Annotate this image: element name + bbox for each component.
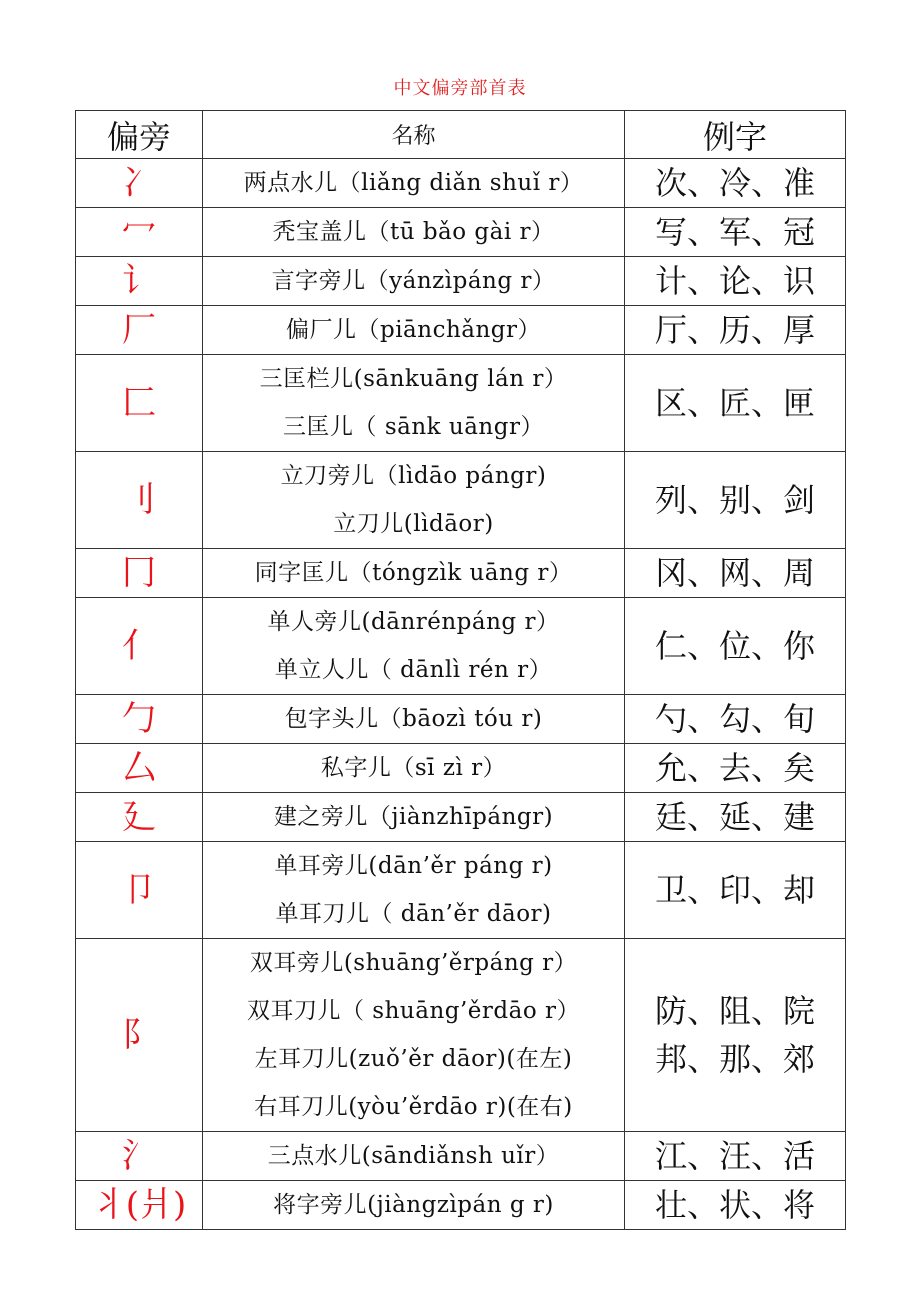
name-cell [203, 159, 625, 208]
examples-cell [625, 549, 846, 598]
radical-cell: 冫 [76, 159, 203, 208]
radical-name: 私字儿（sī zì r） [320, 755, 507, 781]
radical-name: 偏厂儿（piānchǎngr） [285, 317, 542, 343]
radical-name: 两点水儿（liǎng diǎn shuǐ r） [243, 170, 584, 196]
radical-cell: 氵 [76, 1132, 203, 1181]
examples-cell [625, 355, 846, 452]
table-row [76, 1132, 846, 1181]
examples-cell [625, 208, 846, 257]
table-row [76, 598, 846, 695]
table-row [76, 208, 846, 257]
radical-cell: 丬(爿) [76, 1181, 203, 1230]
example-characters: 次、冷、准 [654, 164, 815, 202]
radical-cell: 冂 [76, 549, 203, 598]
name-cell [203, 306, 625, 355]
examples-cell [625, 695, 846, 744]
examples-cell [625, 159, 846, 208]
table-row [76, 159, 846, 208]
example-characters: 仁、位、你 [654, 627, 815, 665]
example-characters: 允、去、矣 [654, 749, 815, 787]
radical-cell: 勹 [76, 695, 203, 744]
table-row [76, 695, 846, 744]
name-cell [203, 1181, 625, 1230]
radical-name: 将字旁儿(jiàngzìpán g r) [273, 1192, 554, 1218]
example-characters: 厅、历、厚 [654, 311, 815, 349]
radical-name: 三匡栏儿(sānkuāng lán r） [259, 366, 568, 392]
radical-name: 双耳旁儿(shuāng’ěrpáng r） [249, 950, 578, 976]
table-row [76, 842, 846, 939]
table-body [76, 159, 846, 1230]
radical-name: 立刀旁儿（lìdāo pángr) [280, 463, 547, 489]
radical-name: 左耳刀儿(zuǒ’ěr dāor)(在左) [254, 1046, 573, 1072]
name-cell [203, 208, 625, 257]
example-characters: 冈、网、周 [654, 554, 815, 592]
radical-name: 立刀儿(lìdāor) [333, 511, 494, 537]
radical-name: 同字匡儿（tóngzìk uāng r） [254, 560, 573, 586]
radical-table [75, 110, 846, 1230]
name-cell [203, 793, 625, 842]
header-examples: 例字 [625, 111, 846, 159]
name-cell [203, 744, 625, 793]
example-characters: 江、汪、活 [654, 1137, 815, 1175]
header-name: 名称 [203, 111, 625, 159]
radical-cell: 阝 [76, 939, 203, 1132]
radical-name: 右耳刀儿(yòu’ěrdāo r)(在右) [254, 1094, 573, 1120]
header-radical: 偏旁 [76, 111, 203, 159]
radical-cell: 卩 [76, 842, 203, 939]
example-characters: 勺、勾、旬 [654, 700, 815, 738]
examples-cell [625, 257, 846, 306]
example-characters: 区、匠、匣 [654, 384, 815, 422]
table-row [76, 793, 846, 842]
examples-cell [625, 306, 846, 355]
examples-cell [625, 452, 846, 549]
example-characters: 防、阻、院 [654, 992, 815, 1030]
example-characters: 计、论、识 [654, 262, 815, 300]
name-cell [203, 452, 625, 549]
name-cell [203, 1132, 625, 1181]
name-cell [203, 939, 625, 1132]
name-cell [203, 355, 625, 452]
name-cell [203, 598, 625, 695]
example-characters: 写、军、冠 [654, 213, 815, 251]
page-title: 中文偏旁部首表 [393, 78, 527, 99]
name-cell [203, 695, 625, 744]
table-row [76, 355, 846, 452]
radical-name: 言字旁儿（yánzìpáng r） [271, 268, 556, 294]
name-cell [203, 549, 625, 598]
radical-cell: 匚 [76, 355, 203, 452]
table-row [76, 1181, 846, 1230]
radical-name: 秃宝盖儿（tū bǎo gài r） [272, 219, 555, 245]
example-characters: 列、别、剑 [654, 481, 815, 519]
radical-name: 双耳刀儿（ shuāng’ěrdāo r） [247, 998, 580, 1024]
example-characters: 邦、那、郊 [654, 1040, 815, 1078]
examples-cell [625, 1181, 846, 1230]
table-row [76, 257, 846, 306]
radical-name: 建之旁儿（jiànzhīpángr) [273, 804, 554, 830]
examples-cell [625, 1132, 846, 1181]
radical-name: 单耳旁儿(dān’ěr páng r) [274, 853, 553, 879]
name-cell [203, 257, 625, 306]
name-cell [203, 842, 625, 939]
radical-cell: 厶 [76, 744, 203, 793]
radical-cell: 廴 [76, 793, 203, 842]
examples-cell [625, 744, 846, 793]
table-header-row [76, 111, 846, 159]
table-row [76, 744, 846, 793]
examples-cell [625, 842, 846, 939]
example-characters: 壮、状、将 [654, 1186, 815, 1224]
radical-name: 单人旁儿(dānrénpáng r） [267, 609, 560, 635]
radical-cell: 讠 [76, 257, 203, 306]
table-row [76, 939, 846, 1132]
table-row [76, 452, 846, 549]
radical-name: 包字头儿（bāozì tóu r) [284, 706, 543, 732]
radical-cell: 厂 [76, 306, 203, 355]
table-row [76, 306, 846, 355]
examples-cell [625, 793, 846, 842]
radical-name: 单耳刀儿（ dān’ěr dāor) [275, 901, 552, 927]
examples-cell [625, 598, 846, 695]
example-characters: 卫、印、却 [654, 871, 815, 909]
radical-cell: 冖 [76, 208, 203, 257]
radical-name: 单立人儿（ dānlì rén r） [274, 657, 553, 683]
radical-cell: 刂 [76, 452, 203, 549]
radical-cell: 亻 [76, 598, 203, 695]
table-row [76, 549, 846, 598]
radical-name: 三点水儿(sāndiǎnsh uǐr） [267, 1143, 560, 1169]
examples-cell [625, 939, 846, 1132]
example-characters: 廷、延、建 [654, 798, 815, 836]
radical-name: 三匡儿（ sānk uāngr） [283, 414, 544, 440]
